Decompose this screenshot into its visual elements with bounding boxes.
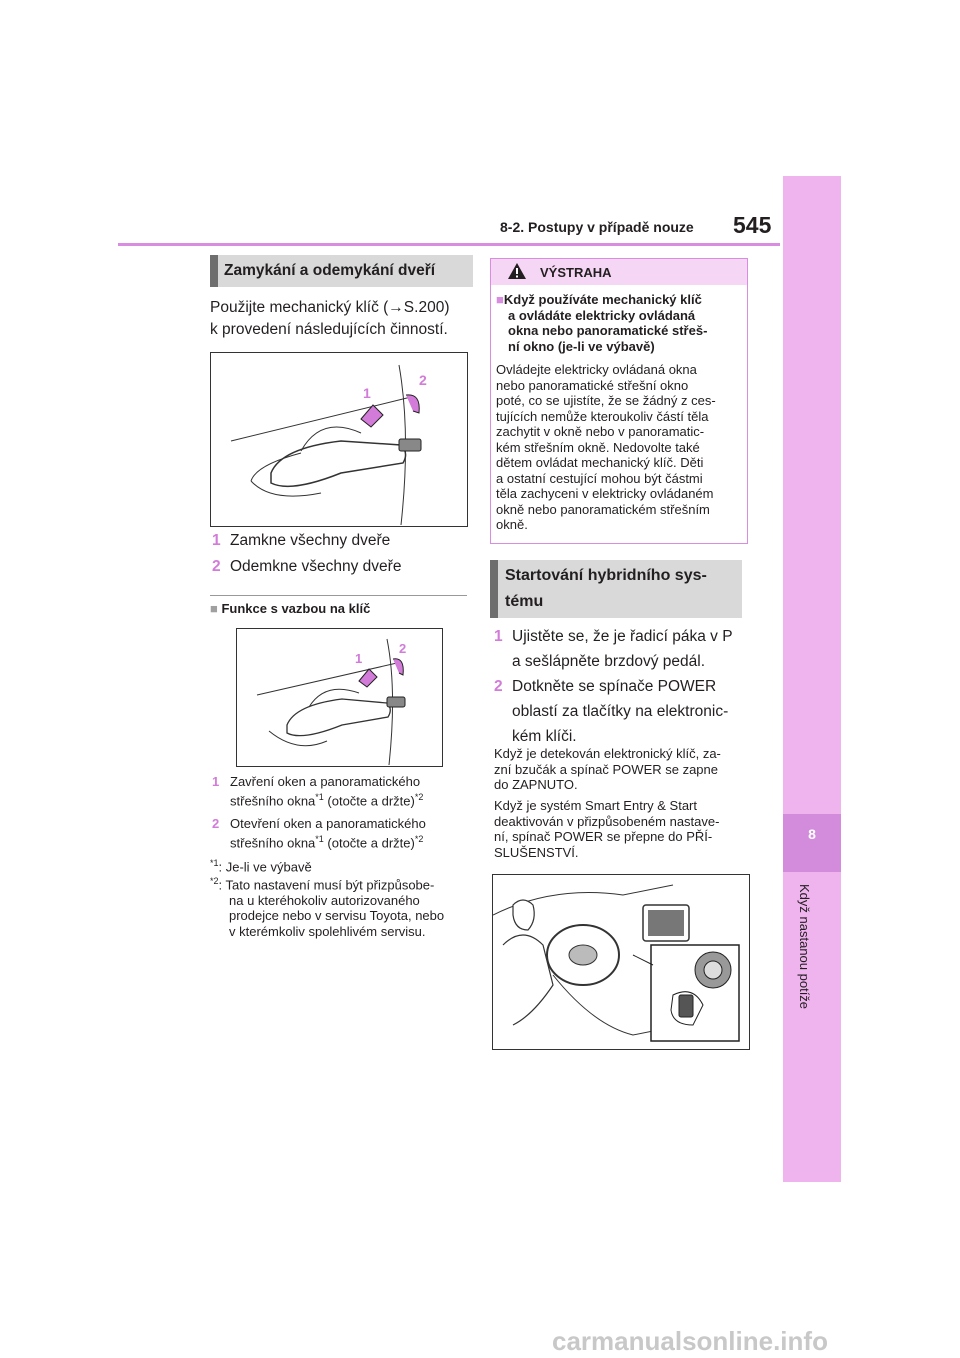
warning-header — [491, 259, 747, 285]
section-title-starting: Startování hybridního sys- tému — [490, 560, 742, 618]
watermark: carmanualsonline.info — [552, 1326, 828, 1356]
start-step-2: 2 Dotkněte se spínače POWER oblastí za tlačítky na elektronic- kém klíči. — [494, 678, 729, 745]
section-title-locking: Zamykání a odemykání dveří — [210, 255, 473, 287]
header-rule — [118, 243, 780, 246]
chapter-side-tab — [783, 176, 841, 1182]
figure-driver-power-switch — [492, 874, 750, 1050]
chapter-number-box — [783, 814, 841, 872]
chapter-number: 8 — [808, 826, 816, 842]
warning-body: Ovládejte elektricky ovládaná okna nebo panoramatické střešní okno poté, co se ujistíte, že se žádný z ces- tujících nemůže kteroukoliv částí těla zachytit v okně nebo v panoramatic- kém střešním okně. Nedovolte také dětem ovládat mechanický klíč. Děti a ostatní cestující mohou být částmi těla zachyceni v elektricky ovládaném okně nebo panoramatickém střešním okně. — [496, 362, 716, 532]
driver-illustration — [493, 875, 749, 1049]
subsection-divider — [210, 595, 467, 596]
figure2-label-2: 2 — [399, 641, 407, 656]
chapter-title: Když nastanou potíže — [797, 884, 812, 1010]
figure-door-handle-key — [210, 352, 468, 527]
start-note-2: Když je systém Smart Entry & Start deaktivován v přizpůsobeném nastave- ní, spínač POWER se přepne do PŘÍ- SLUŠENSTVÍ. — [494, 798, 720, 860]
figure1-label-2: 2 — [419, 372, 427, 388]
figure1-label-1: 1 — [363, 385, 371, 401]
warning-heading: ■Když používáte mechanický klíč a ovládáte elektricky ovládaná okna nebo panoramatické střeš- ní okno (je-li ve výbavě) — [496, 292, 708, 354]
figure-key-linked — [236, 628, 443, 767]
subsection-key-linked: ■ Funkce s vazbou na klíč — [210, 601, 371, 616]
footnote-2: $^{*2}$: Tato nastavení musí být přizpůsobe- na u kteréhokoliv autorizovaného prodejce nebo v servisu Toyota, nebo v kterémkoliv spolehlivém servisu. — [210, 876, 445, 939]
step-2-unlock: 2 Odemkne všechny dveře — [212, 558, 402, 575]
warning-title: VÝSTRAHA — [540, 265, 612, 280]
warning-triangle-icon — [507, 262, 527, 285]
square-bullet-icon: ■ — [496, 292, 504, 307]
step-1-lock: 1 Zamkne všechny dveře — [212, 532, 391, 549]
square-bullet-icon: ■ — [210, 601, 218, 616]
page-number: 545 — [733, 212, 772, 238]
step-close-windows: 1 Zavření oken a panoramatického střešního okna$^{*1}$ (otočte a držte)$^{*2}$ — [212, 774, 424, 808]
section-heading: 8-2. Postupy v případě nouze — [500, 219, 694, 235]
step-open-windows: 2 Otevření oken a panoramatického střešního okna$^{*1}$ (otočte a držte)$^{*2}$ — [212, 816, 426, 850]
intro-line-2: k provedení následujících činností. — [210, 321, 448, 338]
intro-line-1: Použijte mechanický klíč (→S.200) — [210, 299, 450, 316]
start-step-1: 1 Ujistěte se, že je řadicí páka v P a sešlápněte brzdový pedál. — [494, 628, 733, 670]
figure2-label-1: 1 — [355, 651, 363, 666]
footnote-1: $^{*1}$: Je-li ve výbavě — [210, 858, 312, 875]
start-note-1: Když je detekován elektronický klíč, za- zní bzučák a spínač POWER se zapne do ZAPNUTO. — [494, 746, 721, 792]
door-handle-illustration — [211, 353, 467, 526]
door-handle-illustration-2 — [237, 629, 442, 766]
